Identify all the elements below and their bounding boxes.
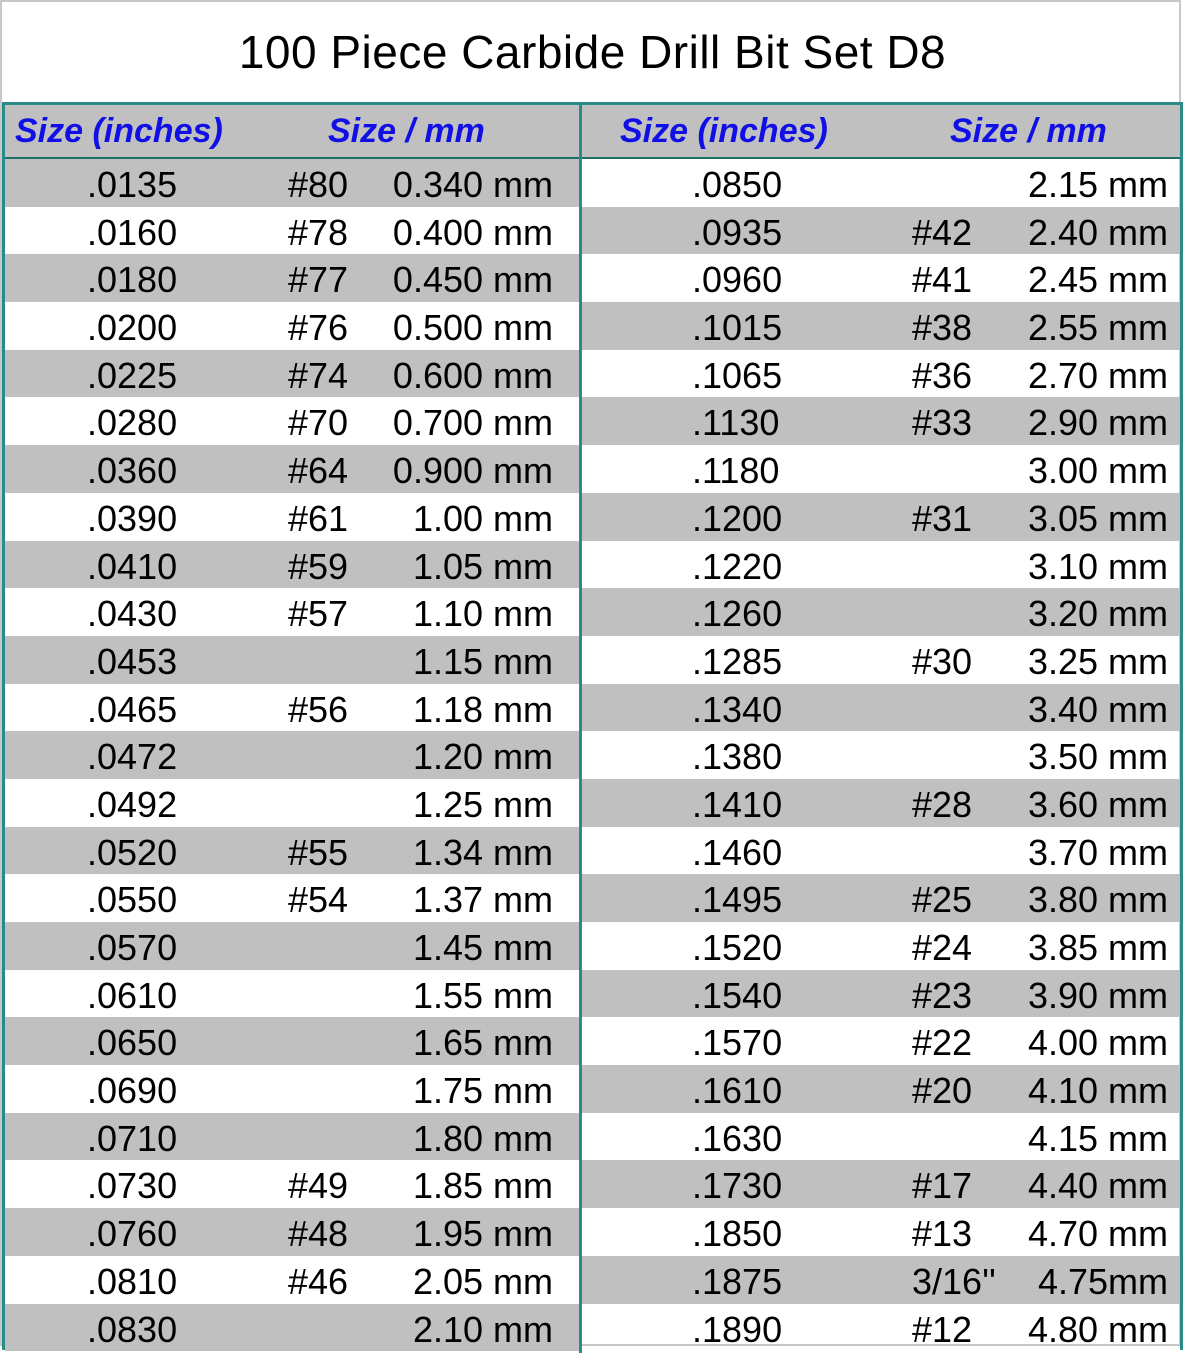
table-row bbox=[5, 541, 579, 589]
size-inches-cell: .0160 bbox=[87, 211, 178, 253]
size-inches-cell: .1220 bbox=[692, 545, 783, 587]
left-rows bbox=[5, 159, 579, 1351]
table-row bbox=[582, 1065, 1180, 1113]
wire-gauge-cell: #20 bbox=[912, 1070, 973, 1112]
size-mm-cell: 4.10 mm bbox=[1027, 1070, 1168, 1112]
wire-gauge-cell: #80 bbox=[288, 164, 349, 205]
header-inches: Size (inches) bbox=[620, 112, 828, 150]
table-row bbox=[5, 1017, 579, 1065]
size-mm-cell: 3.10 mm bbox=[1027, 545, 1168, 587]
size-mm-cell: 1.00 mm bbox=[412, 497, 553, 539]
size-inches-cell: .0760 bbox=[87, 1213, 178, 1255]
table-row bbox=[582, 397, 1180, 445]
wire-gauge-cell: #22 bbox=[912, 1022, 973, 1064]
size-mm-cell: 3.50 mm bbox=[1027, 736, 1168, 778]
drill-size-table bbox=[2, 102, 1183, 1350]
size-inches-cell: .0610 bbox=[87, 974, 178, 1016]
size-mm-cell: 2.10 mm bbox=[412, 1308, 553, 1350]
wire-gauge-cell: #30 bbox=[912, 640, 973, 682]
table-row bbox=[5, 493, 579, 541]
size-inches-cell: .0453 bbox=[87, 640, 178, 682]
size-mm-cell: 2.40 mm bbox=[1027, 211, 1168, 253]
header-inches: Size (inches) bbox=[15, 112, 223, 150]
size-mm-cell: 3.40 mm bbox=[1027, 688, 1168, 730]
table-row bbox=[5, 1208, 579, 1256]
size-inches-cell: .0730 bbox=[87, 1165, 178, 1207]
wire-gauge-cell: #17 bbox=[912, 1165, 973, 1207]
size-mm-cell: 0.900 mm bbox=[392, 450, 553, 492]
wire-gauge-cell: #48 bbox=[288, 1213, 349, 1255]
size-mm-cell: 0.450 mm bbox=[392, 259, 553, 301]
wire-gauge-cell: #38 bbox=[912, 307, 973, 349]
size-inches-cell: .0492 bbox=[87, 783, 178, 825]
size-mm-cell: 1.95 mm bbox=[412, 1213, 553, 1255]
table-row bbox=[5, 350, 579, 398]
table-row bbox=[582, 207, 1180, 255]
wire-gauge-cell: #23 bbox=[912, 974, 973, 1016]
size-mm-cell: 4.70 mm bbox=[1027, 1213, 1168, 1255]
size-inches-cell: .1460 bbox=[692, 831, 783, 873]
table-row bbox=[5, 159, 579, 207]
table-row bbox=[5, 1160, 579, 1208]
size-mm-cell: 0.340 mm bbox=[392, 164, 553, 205]
table-row bbox=[582, 1256, 1180, 1304]
wire-gauge-cell: #61 bbox=[288, 497, 349, 539]
size-mm-cell: 0.500 mm bbox=[392, 307, 553, 349]
size-mm-cell: 0.700 mm bbox=[392, 402, 553, 444]
wire-gauge-cell: #13 bbox=[912, 1213, 973, 1255]
size-mm-cell: 1.37 mm bbox=[412, 879, 553, 921]
table-row bbox=[582, 922, 1180, 970]
size-inches-cell: .0690 bbox=[87, 1070, 178, 1112]
wire-gauge-cell: #76 bbox=[288, 307, 349, 349]
size-inches-cell: .0710 bbox=[87, 1117, 178, 1159]
size-inches-cell: .0550 bbox=[87, 879, 178, 921]
size-inches-cell: .1850 bbox=[692, 1213, 783, 1255]
size-inches-cell: .1890 bbox=[692, 1308, 783, 1350]
size-mm-cell: 2.90 mm bbox=[1027, 402, 1168, 444]
wire-gauge-cell: #55 bbox=[288, 831, 349, 873]
size-inches-cell: .0200 bbox=[87, 307, 178, 349]
table-row bbox=[5, 636, 579, 684]
size-inches-cell: .0810 bbox=[87, 1260, 178, 1302]
table-row bbox=[582, 684, 1180, 732]
size-mm-cell: 1.85 mm bbox=[412, 1165, 553, 1207]
size-mm-cell: 1.34 mm bbox=[412, 831, 553, 873]
table-row bbox=[582, 1304, 1180, 1352]
right-header-row bbox=[582, 105, 1180, 159]
header-mm: Size / mm bbox=[328, 112, 485, 150]
size-inches-cell: .1520 bbox=[692, 927, 783, 968]
right-table bbox=[582, 105, 1180, 1351]
table-row bbox=[582, 636, 1180, 684]
size-mm-cell: 3.25 mm bbox=[1027, 640, 1168, 682]
table-row bbox=[582, 588, 1180, 636]
wire-gauge-cell: #54 bbox=[288, 879, 349, 921]
wire-gauge-cell: #56 bbox=[288, 688, 349, 730]
size-inches-cell: .0465 bbox=[87, 688, 178, 730]
size-mm-cell: 3.90 mm bbox=[1027, 974, 1168, 1016]
size-mm-cell: 1.80 mm bbox=[412, 1117, 553, 1159]
table-row bbox=[5, 397, 579, 445]
wire-gauge-cell: #31 bbox=[912, 497, 973, 539]
table-row bbox=[582, 970, 1180, 1018]
wire-gauge-cell: #74 bbox=[288, 354, 349, 396]
size-mm-cell: 4.00 mm bbox=[1027, 1022, 1168, 1064]
size-mm-cell: 4.80 mm bbox=[1027, 1308, 1168, 1350]
wire-gauge-cell: #24 bbox=[912, 927, 973, 968]
wire-gauge-cell: #77 bbox=[288, 259, 349, 301]
size-mm-cell: 3.80 mm bbox=[1027, 879, 1168, 921]
table-row bbox=[5, 207, 579, 255]
size-inches-cell: .1410 bbox=[692, 783, 783, 825]
size-mm-cell: 3.00 mm bbox=[1027, 450, 1168, 492]
wire-gauge-cell: #41 bbox=[912, 259, 973, 301]
size-mm-cell: 1.20 mm bbox=[412, 736, 553, 778]
size-inches-cell: .1065 bbox=[692, 354, 783, 396]
table-row bbox=[582, 1017, 1180, 1065]
table-row bbox=[5, 1065, 579, 1113]
wire-gauge-cell: #46 bbox=[288, 1260, 349, 1302]
size-inches-cell: .1875 bbox=[692, 1260, 783, 1302]
wire-gauge-cell: #49 bbox=[288, 1165, 349, 1207]
wire-gauge-cell: #70 bbox=[288, 402, 349, 444]
size-inches-cell: .0472 bbox=[87, 736, 178, 778]
wire-gauge-cell: #59 bbox=[288, 545, 349, 587]
size-inches-cell: .1610 bbox=[692, 1070, 783, 1112]
size-inches-cell: .0390 bbox=[87, 497, 178, 539]
size-inches-cell: .1285 bbox=[692, 640, 783, 682]
table-row bbox=[582, 159, 1180, 207]
table-row bbox=[5, 1113, 579, 1161]
table-row bbox=[582, 541, 1180, 589]
table-row bbox=[582, 779, 1180, 827]
size-inches-cell: .1495 bbox=[692, 879, 783, 921]
size-inches-cell: .0935 bbox=[692, 211, 783, 253]
table-row bbox=[5, 302, 579, 350]
table-row bbox=[582, 827, 1180, 875]
size-mm-cell: 3.85 mm bbox=[1027, 927, 1168, 968]
size-mm-cell: 0.600 mm bbox=[392, 354, 553, 396]
size-inches-cell: .1260 bbox=[692, 593, 783, 635]
table-row bbox=[5, 827, 579, 875]
size-inches-cell: .1180 bbox=[692, 450, 780, 492]
wire-gauge-cell: #36 bbox=[912, 354, 973, 396]
size-mm-cell: 1.05 mm bbox=[412, 545, 553, 587]
table-row bbox=[5, 779, 579, 827]
table-row bbox=[582, 302, 1180, 350]
table-row bbox=[5, 254, 579, 302]
table-row bbox=[5, 1304, 579, 1352]
size-mm-cell: 1.75 mm bbox=[412, 1070, 553, 1112]
wire-gauge-cell: #42 bbox=[912, 211, 973, 253]
wire-gauge-cell: #25 bbox=[912, 879, 973, 921]
size-mm-cell: 3.70 mm bbox=[1027, 831, 1168, 873]
size-inches-cell: .0960 bbox=[692, 259, 783, 301]
size-inches-cell: .0360 bbox=[87, 450, 178, 492]
size-inches-cell: .0650 bbox=[87, 1022, 178, 1064]
size-inches-cell: .0280 bbox=[87, 402, 178, 444]
size-inches-cell: .0410 bbox=[87, 545, 178, 587]
size-inches-cell: .1130 bbox=[692, 402, 780, 444]
size-inches-cell: .1730 bbox=[692, 1165, 783, 1207]
size-inches-cell: .0225 bbox=[87, 354, 178, 396]
table-row bbox=[5, 874, 579, 922]
size-inches-cell: .1015 bbox=[692, 307, 783, 349]
wire-gauge-cell: #78 bbox=[288, 211, 349, 253]
header-mm: Size / mm bbox=[950, 112, 1107, 150]
size-mm-cell: 1.65 mm bbox=[412, 1022, 553, 1064]
table-row bbox=[582, 1160, 1180, 1208]
size-inches-cell: .0520 bbox=[87, 831, 178, 873]
wire-gauge-cell: 3/16'' bbox=[912, 1260, 996, 1302]
wire-gauge-cell: #64 bbox=[288, 450, 349, 492]
table-row bbox=[5, 445, 579, 493]
size-inches-cell: .0570 bbox=[87, 927, 178, 968]
size-inches-cell: .1540 bbox=[692, 974, 783, 1016]
left-table bbox=[5, 105, 579, 1351]
size-mm-cell: 2.70 mm bbox=[1027, 354, 1168, 396]
wire-gauge-cell: #12 bbox=[912, 1308, 973, 1350]
size-inches-cell: .0430 bbox=[87, 593, 178, 635]
size-mm-cell: 3.20 mm bbox=[1027, 593, 1168, 635]
size-inches-cell: .0830 bbox=[87, 1308, 178, 1350]
size-mm-cell: 4.15 mm bbox=[1027, 1117, 1168, 1159]
size-inches-cell: .1630 bbox=[692, 1117, 783, 1159]
size-mm-cell: 1.10 mm bbox=[412, 593, 553, 635]
size-mm-cell: 1.45 mm bbox=[412, 927, 553, 968]
table-row bbox=[582, 731, 1180, 779]
size-inches-cell: .1340 bbox=[692, 688, 783, 730]
table-row bbox=[582, 445, 1180, 493]
table-row bbox=[582, 350, 1180, 398]
table-row bbox=[5, 731, 579, 779]
wire-gauge-cell: #57 bbox=[288, 593, 349, 635]
table-row bbox=[5, 588, 579, 636]
table-row bbox=[582, 1208, 1180, 1256]
wire-gauge-cell: #28 bbox=[912, 783, 973, 825]
table-row bbox=[5, 970, 579, 1018]
size-mm-cell: 1.18 mm bbox=[412, 688, 553, 730]
size-mm-cell: 3.60 mm bbox=[1027, 783, 1168, 825]
size-mm-cell: 1.55 mm bbox=[412, 974, 553, 1016]
size-mm-cell: 0.400 mm bbox=[392, 211, 553, 253]
right-rows bbox=[582, 159, 1180, 1351]
size-inches-cell: .0850 bbox=[692, 164, 783, 205]
size-mm-cell: 1.25 mm bbox=[412, 783, 553, 825]
size-mm-cell: 2.05 mm bbox=[412, 1260, 553, 1302]
size-mm-cell: 2.45 mm bbox=[1027, 259, 1168, 301]
size-inches-cell: .1570 bbox=[692, 1022, 783, 1064]
table-row bbox=[582, 1113, 1180, 1161]
size-mm-cell: 2.55 mm bbox=[1027, 307, 1168, 349]
table-row bbox=[5, 1256, 579, 1304]
size-mm-cell: 2.15 mm bbox=[1027, 164, 1168, 205]
size-mm-cell: 1.15 mm bbox=[412, 640, 553, 682]
table-row bbox=[582, 254, 1180, 302]
size-inches-cell: .1380 bbox=[692, 736, 783, 778]
left-header-row bbox=[5, 105, 579, 159]
table-row bbox=[582, 493, 1180, 541]
size-mm-cell: 3.05 mm bbox=[1027, 497, 1168, 539]
size-inches-cell: .0180 bbox=[87, 259, 178, 301]
wire-gauge-cell: #33 bbox=[912, 402, 973, 444]
page-title: 100 Piece Carbide Drill Bit Set D8 bbox=[238, 26, 947, 78]
table-row bbox=[5, 922, 579, 970]
table-row bbox=[582, 874, 1180, 922]
size-inches-cell: .0135 bbox=[87, 164, 178, 205]
size-mm-cell: 4.40 mm bbox=[1027, 1165, 1168, 1207]
size-mm-cell: 4.75mm bbox=[1037, 1260, 1168, 1302]
size-inches-cell: .1200 bbox=[692, 497, 783, 539]
table-row bbox=[5, 684, 579, 732]
